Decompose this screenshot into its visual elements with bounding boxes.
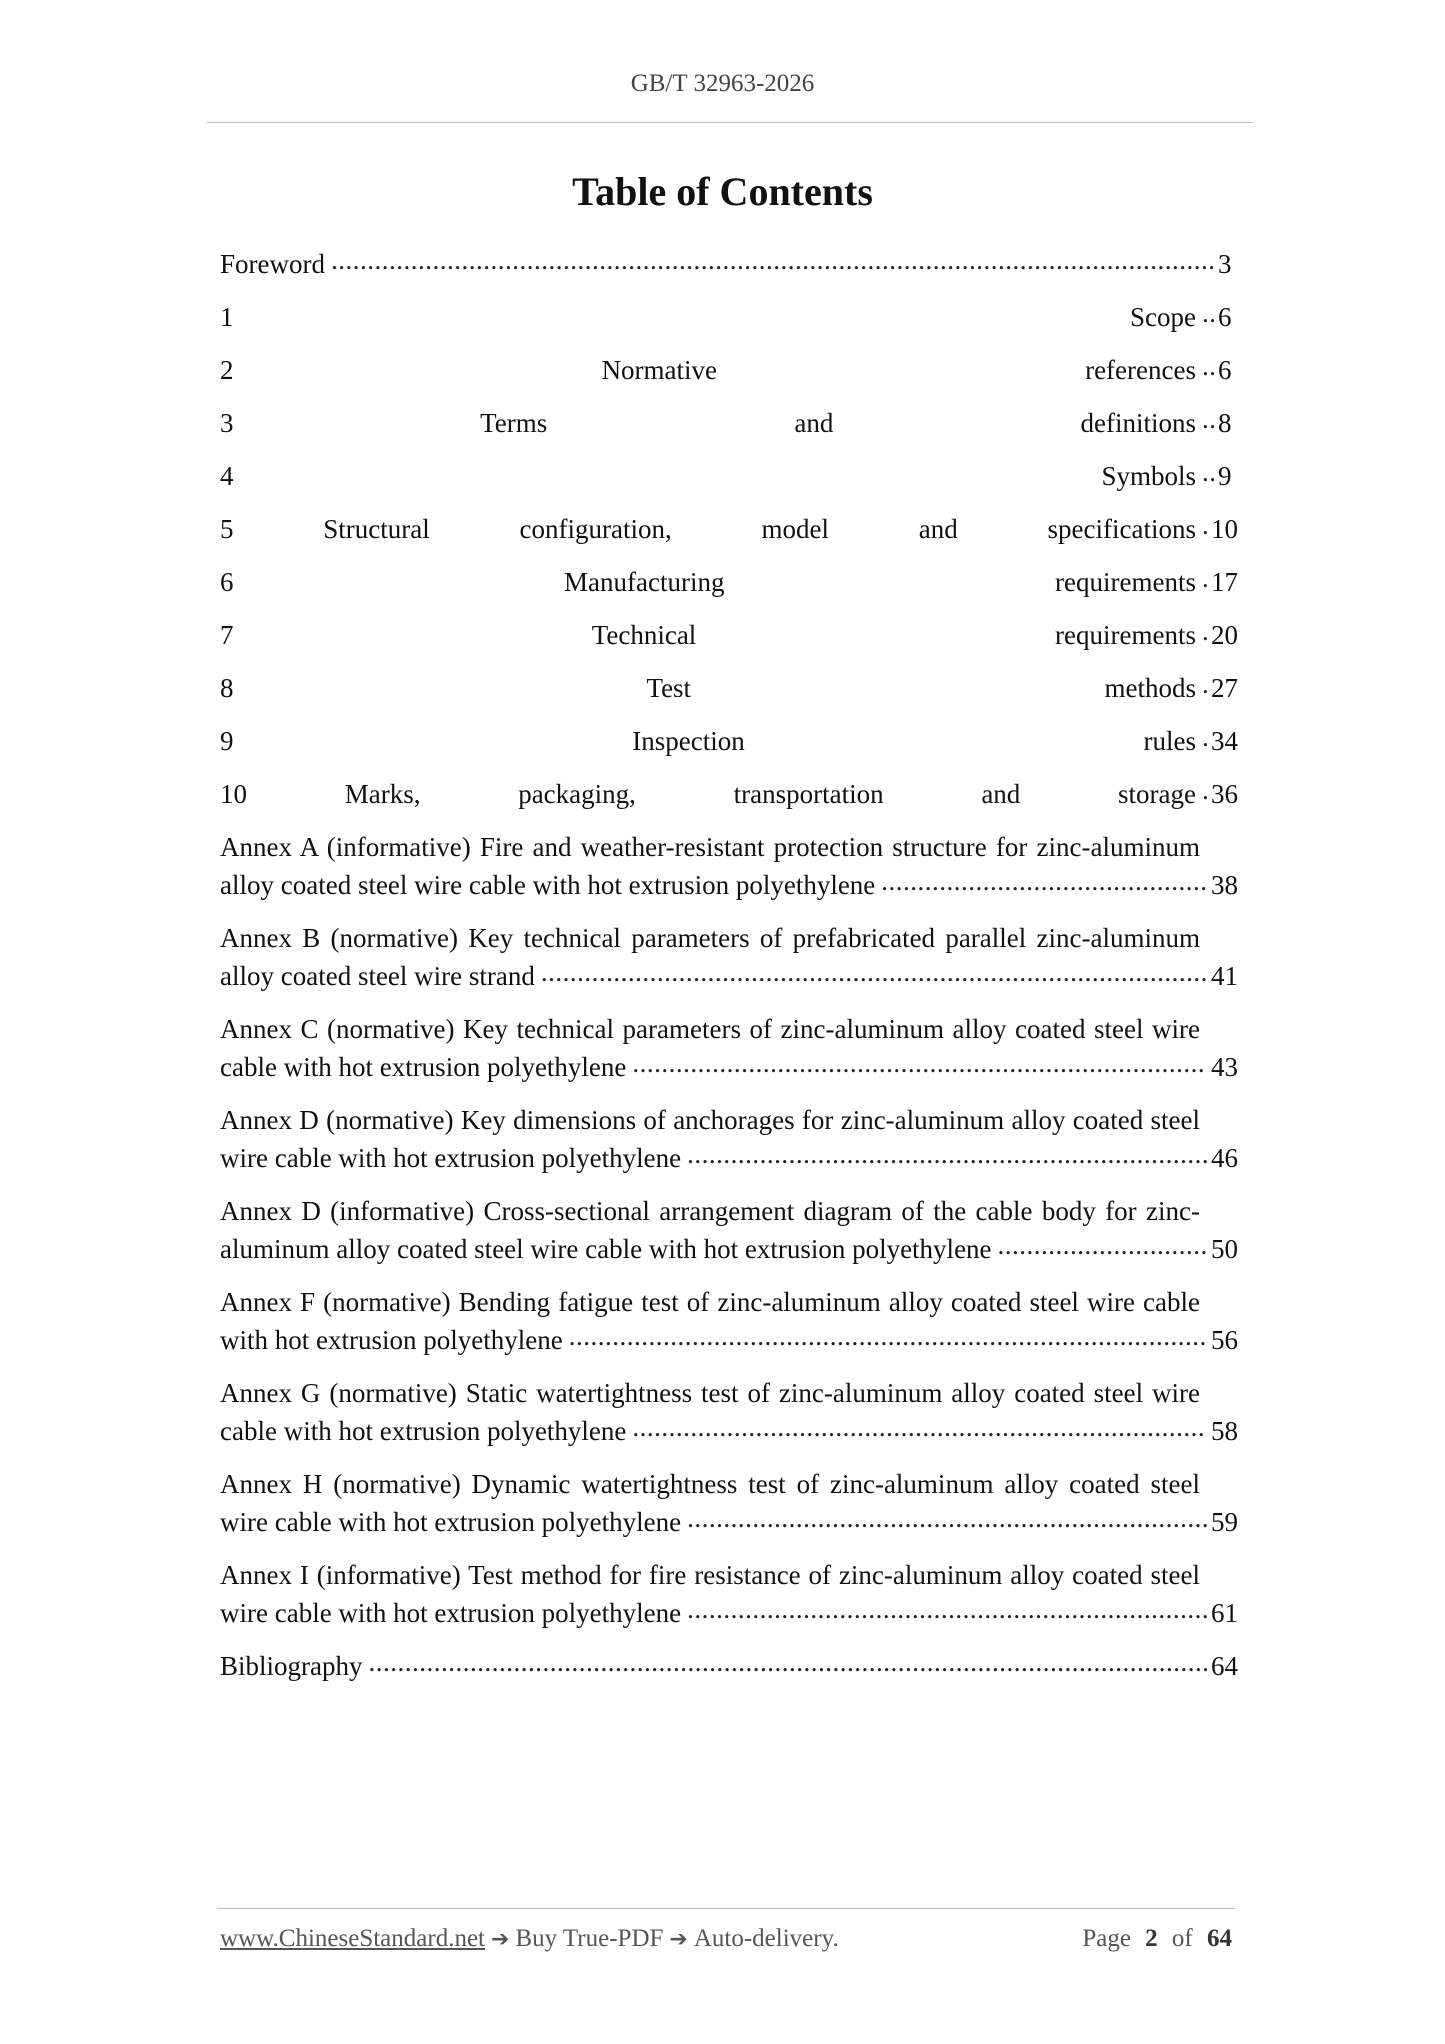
page-title: Table of Contents bbox=[572, 169, 873, 214]
toc-entry-title: 9 Inspection rules ..... bbox=[220, 726, 1200, 756]
toc-entry-scope[interactable] bbox=[220, 298, 1238, 336]
header-divider bbox=[207, 122, 1253, 123]
toc-entry-title: 8 Test methods ..... bbox=[220, 673, 1200, 703]
toc-entry-page: 38 bbox=[1207, 866, 1238, 904]
toc-entry-annex-d-informative[interactable] bbox=[220, 1192, 1238, 1268]
toc-entry-title: Annex A (informative) Fire and weather-resistant protection structure for zinc-aluminum alloy coated steel wire cable with hot extrusion polyethylene ..... bbox=[220, 832, 1200, 900]
toc-entry-annex-b[interactable] bbox=[220, 919, 1238, 995]
toc-entry-page: 9 bbox=[1214, 457, 1238, 495]
toc-entry-annex-i[interactable] bbox=[220, 1556, 1238, 1632]
toc-entry-title: Annex H (normative) Dynamic watertightness test of zinc-aluminum alloy coated steel wire cable with hot extrusion polyethylene ..... bbox=[220, 1469, 1200, 1537]
toc-entry-title: Annex C (normative) Key technical parameters of zinc-aluminum alloy coated steel wire cable with hot extrusion polyethylene ..... bbox=[220, 1014, 1200, 1082]
toc-entry-page: 27 bbox=[1207, 669, 1238, 707]
toc-entry-page: 36 bbox=[1207, 775, 1238, 813]
table-of-contents bbox=[220, 245, 1238, 1700]
toc-entry-page: 34 bbox=[1207, 722, 1238, 760]
auto-delivery-text: Auto-delivery. bbox=[693, 1925, 839, 1952]
toc-entry-title: Annex D (normative) Key dimensions of anchorages for zinc-aluminum alloy coated steel wire cable with hot extrusion polyethylene ..... bbox=[220, 1105, 1200, 1173]
document-code-header: GB/T 32963-2026 bbox=[630, 70, 815, 97]
toc-entry-page: 64 bbox=[1207, 1647, 1238, 1685]
toc-entry-page: 50 bbox=[1207, 1230, 1238, 1268]
toc-entry-page: 6 bbox=[1214, 351, 1238, 389]
toc-entry-page: 61 bbox=[1207, 1594, 1238, 1632]
toc-entry-page: 17 bbox=[1207, 563, 1238, 601]
toc-entry-page: 10 bbox=[1207, 510, 1238, 548]
toc-entry-page: 56 bbox=[1207, 1321, 1238, 1359]
toc-entry-manufacturing-requirements[interactable] bbox=[220, 563, 1238, 601]
toc-entry-title: Annex B (normative) Key technical parameters of prefabricated parallel zinc-aluminum alloy coated steel wire strand ..... bbox=[220, 923, 1200, 991]
toc-entry-foreword[interactable] bbox=[220, 245, 1238, 283]
page-of-label: of bbox=[1171, 1925, 1193, 1952]
toc-entry-title: Foreword ..... bbox=[220, 249, 329, 279]
toc-entry-test-methods[interactable] bbox=[220, 669, 1238, 707]
buy-pdf-text: Buy True-PDF bbox=[515, 1925, 664, 1952]
toc-entry-page: 46 bbox=[1207, 1139, 1238, 1177]
toc-entry-page: 20 bbox=[1207, 616, 1238, 654]
arrow-right-icon: ➔ bbox=[669, 1927, 688, 1952]
toc-entry-title: Annex I (informative) Test method for fire resistance of zinc-aluminum alloy coated steel wire cable with hot extrusion polyethylene ..... bbox=[220, 1560, 1200, 1628]
toc-entry-structural-configuration[interactable] bbox=[220, 510, 1238, 548]
arrow-right-icon: ➔ bbox=[491, 1927, 510, 1952]
site-link[interactable]: www.ChineseStandard.net bbox=[220, 1925, 485, 1952]
toc-entry-page: 6 bbox=[1214, 298, 1238, 336]
toc-entry-page: 8 bbox=[1214, 404, 1238, 442]
toc-entry-title: Bibliography ..... bbox=[220, 1651, 367, 1681]
toc-entry-title: Annex F (normative) Bending fatigue test of zinc-aluminum alloy coated steel wire cable with hot extrusion polyethylene ..... bbox=[220, 1287, 1200, 1355]
toc-entry-page: 58 bbox=[1207, 1412, 1238, 1450]
toc-entry-page: 41 bbox=[1207, 957, 1238, 995]
toc-entry-marks-packaging[interactable] bbox=[220, 775, 1238, 813]
toc-entry-annex-c[interactable] bbox=[220, 1010, 1238, 1086]
toc-entry-annex-g[interactable] bbox=[220, 1374, 1238, 1450]
toc-entry-title: 2 Normative references ..... bbox=[220, 355, 1200, 385]
toc-entry-title: 4 Symbols ..... bbox=[220, 461, 1200, 491]
toc-entry-title: 5 Structural configuration, model and specifications ..... bbox=[220, 514, 1200, 544]
toc-entry-normative-references[interactable] bbox=[220, 351, 1238, 389]
page-total: 64 bbox=[1207, 1925, 1232, 1952]
toc-entry-title: Annex D (informative) Cross-sectional arrangement diagram of the cable body for zinc-aluminum alloy coated steel wire cable with hot extrusion polyethylene ..... bbox=[220, 1196, 1200, 1264]
toc-entry-technical-requirements[interactable] bbox=[220, 616, 1238, 654]
toc-entry-title: 6 Manufacturing requirements ..... bbox=[220, 567, 1200, 597]
page-indicator bbox=[1082, 1925, 1232, 1953]
toc-entry-page: 3 bbox=[1214, 245, 1238, 283]
toc-entry-annex-a[interactable] bbox=[220, 828, 1238, 904]
page-current: 2 bbox=[1145, 1925, 1158, 1952]
toc-entry-bibliography[interactable] bbox=[220, 1647, 1238, 1685]
footer-divider bbox=[217, 1908, 1235, 1909]
toc-entry-title: 3 Terms and definitions ..... bbox=[220, 408, 1200, 438]
toc-entry-annex-d-normative[interactable] bbox=[220, 1101, 1238, 1177]
toc-entry-terms-definitions[interactable] bbox=[220, 404, 1238, 442]
toc-entry-title: 10 Marks, packaging, transportation and storage ..... bbox=[220, 779, 1200, 809]
toc-entry-page: 43 bbox=[1207, 1048, 1238, 1086]
toc-entry-annex-f[interactable] bbox=[220, 1283, 1238, 1359]
toc-entry-title: 7 Technical requirements ..... bbox=[220, 620, 1200, 650]
toc-entry-title: Annex G (normative) Static watertightness test of zinc-aluminum alloy coated steel wire cable with hot extrusion polyethylene ..... bbox=[220, 1378, 1200, 1446]
toc-entry-inspection-rules[interactable] bbox=[220, 722, 1238, 760]
page-label: Page bbox=[1082, 1925, 1131, 1952]
toc-entry-title: 1 Scope ..... bbox=[220, 302, 1200, 332]
toc-entry-annex-h[interactable] bbox=[220, 1465, 1238, 1541]
footer-promo bbox=[220, 1925, 839, 1953]
toc-entry-symbols[interactable] bbox=[220, 457, 1238, 495]
toc-entry-page: 59 bbox=[1207, 1503, 1238, 1541]
